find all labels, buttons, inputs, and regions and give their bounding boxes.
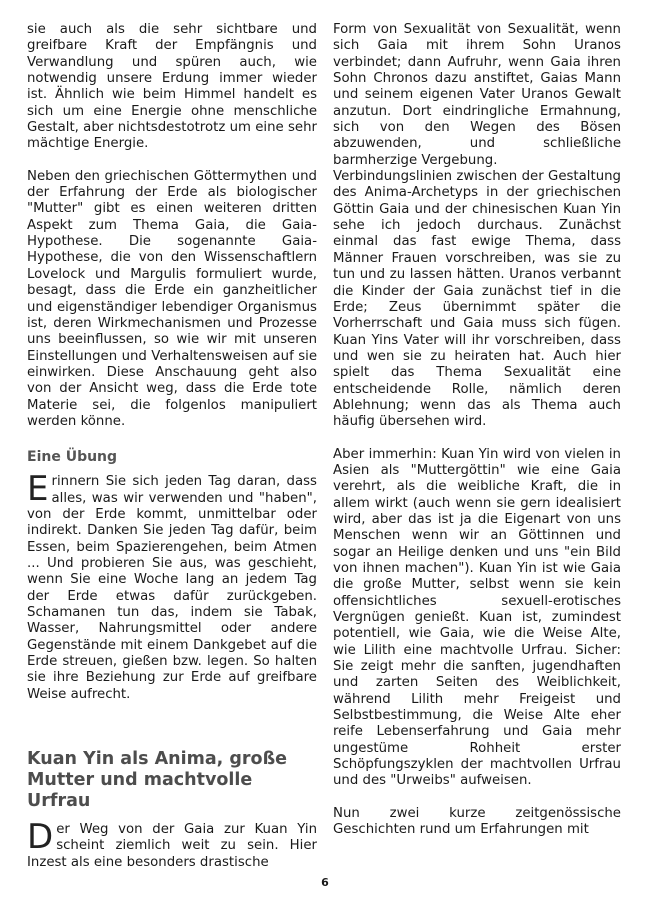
page-number: 6 — [321, 876, 329, 889]
exercise-text: rinnern Sie sich jeden Tag daran, dass alles, was wir verwenden und "haben", von der Erde kommt, unmittelbar oder indirekt. Danken Sie jeden Tag dafür, beim Essen, beim Spazierengehen, beim Atmen ... Und probieren Sie aus, was geschieht, wenn Sie eine Woche lang an jedem Tag der Erde etwas dafür zurückgeben. Schamanen tun das, indem sie Tabak, Wasser, Nahrungsmittel oder andere Gegenstände mit einem Dankgebet auf die Erde streuen, gießen bzw. legen. So halten sie ihre Beziehung zur Erde auf greifbare Weise aufrecht. — [27, 474, 317, 702]
paragraph-sexuality: Form von Sexualität von Sexualität, wenn sich Gaia mit ihrem Sohn Uranos verbindet; dann Aufruhr, wenn Gaia ihren Sohn Chronos dazu anstiftet, Gaias Mann und seinem eigenen Vater Uranos Gewalt anzutun. Dort eindringliche Ermahnung, sich von den Wegen des Bösen abzuwenden, und schließliche barmherzige Vergebung. — [333, 22, 621, 168]
dropcap-d: D — [27, 817, 54, 858]
paragraph-anima-archetype: Verbindungslinien zwischen der Gestaltung des Anima-Archetyps in der griechischen Göttin Gaia und der chinesischen Kuan Yin sehe ich jedoch durchaus. Zunächst einmal das fast ewige Thema, dass Männer Frauen vorschreiben, was sie zu tun und zu lassen hätten. Uranos verbannt die Kinder der Gaia zunächst tief in die Erde; Zeus übernimmt später die Vorherrschaft und Gaia muss sich fügen. Kuan Yins Vater will ihr vorschreiben, dass und wen sie zu heiraten hat. Auch hier spielt das Thema Sexualität eine entscheidende Rolle, nämlich deren Ablehnung; wenn das als Thema auch häufig übersehen wird. — [333, 169, 621, 430]
paragraph-gaia-energy: sie auch als die sehr sichtbare und greifbare Kraft der Empfängnis und Verwandlung und spüren auch, wie notwendig unsere Erdung immer wieder ist. Ähnlich wie beim Himmel handelt es sich um eine Energie ohne menschliche Gestalt, aber nichtsdestotrotz um eine sehr mächtige Energie. — [27, 22, 317, 152]
paragraph-mother-goddess: Aber immerhin: Kuan Yin wird von vielen in Asien als "Muttergöttin" wie eine Gaia verehrt, als die weibliche Kraft, die in allem wirkt (auch wenn sie gern idealisiert wird, aber das ist ja die Eigenart von uns Menschen wenn wir an Göttinnen und sogar an Heilige denken und uns "ein Bild von ihnen machen"). Kuan Yin ist wie Gaia die große Mutter, selbst wenn sie kein offensichtliches sexuell-erotisches Vergnügen genießt. Kuan ist, zumindest potentiell, wie Gaia, wie die Weise Alte, wie Lilith eine machtvolle Urfrau. Sicher: Sie zeigt mehr die sanften, jugendhaften und zarten Seiten des Weiblichkeit, während Lilith mehr Freigeist und Selbstbestimmung, die Weise Alte eher reife Lebenserfahrung und Gaia mehr ungestüme Rohheit erster Schöpfungszyklen der machtvollen Urfrau und des "Urweibs" aufweisen. — [333, 446, 621, 789]
dropcap-e: E — [27, 469, 49, 510]
paragraph-exercise — [27, 469, 317, 703]
kuan-intro-text: er Weg von der Gaia zur Kuan Yin scheint ziemlich weit zu sein. Hier Inzest als eine besonders drastische — [27, 822, 317, 870]
paragraph-gaia-hypothesis: Neben den griechischen Göttermythen und der Erfahrung der Erde als biologischer "Mutter" gibt es einen weiteren dritten Aspekt zum Thema Gaia, die Gaia-Hypothese. Die sogenannte Gaia-Hypothese, die von den Wissenschaftlern Lovelock und Margulis formuliert wurde, besagt, dass die Erde ein ganzheitlicher und eigenständiger lebendiger Organismus ist, deren Wirkmechanismen und Prozesse uns beeinflussen, so wie wir mit unseren Einstellungen und Verhaltensweisen auf sie einwirken. Diese Anschauung geht also von der Ansicht weg, dass die Erde tote Materie sei, die folgenlos manipuliert werden könne. — [27, 168, 317, 429]
left-column — [27, 22, 317, 871]
paragraph-kuan-intro — [27, 817, 317, 871]
heading-exercise: Eine Übung — [27, 449, 118, 466]
paragraph-stories: Nun zwei kurze zeitgenössische Geschichten rund um Erfahrungen mit — [333, 805, 621, 838]
section-heading-kuan-yin: Kuan Yin als Anima, große Mutter und machtvolle Urfrau — [27, 749, 288, 812]
right-column — [333, 22, 621, 839]
